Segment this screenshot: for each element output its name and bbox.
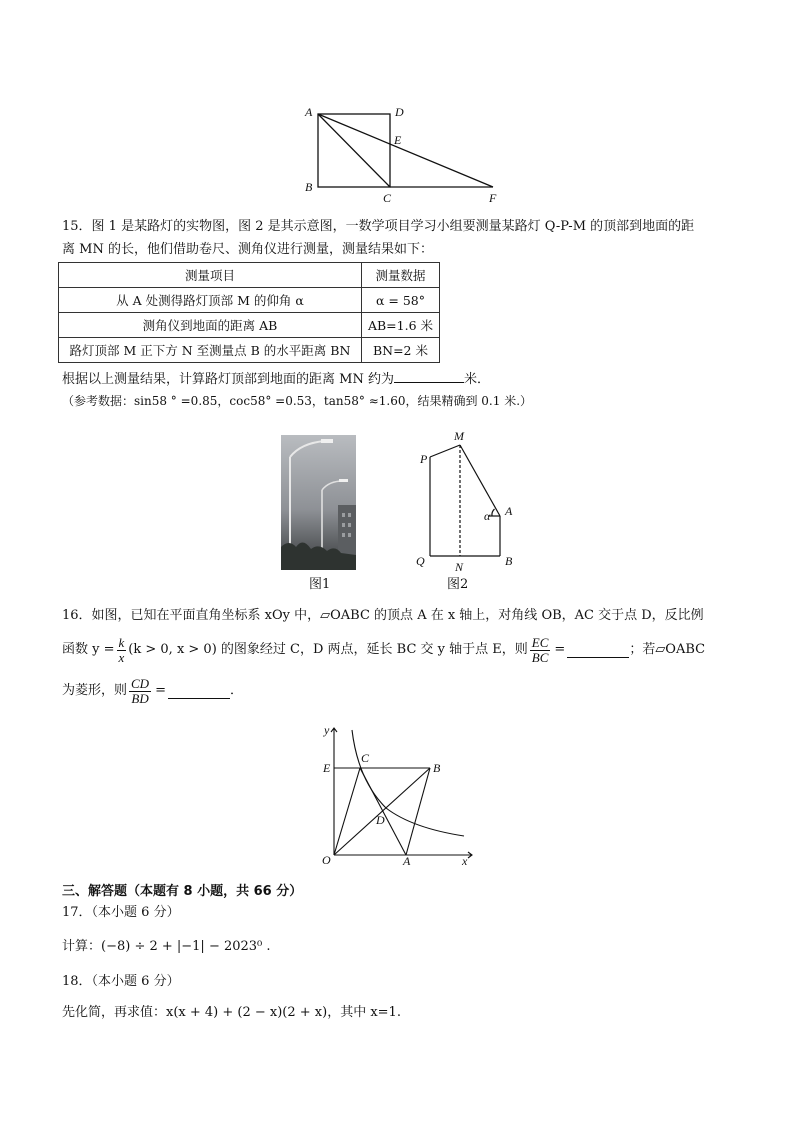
answer-blank[interactable] bbox=[394, 368, 464, 383]
fraction-k-over-x bbox=[117, 636, 127, 665]
q16-line2-mid: (k > 0, x > 0) 的图象经过 C，D 两点，延长 BC 交 y 轴于点 E，则 bbox=[128, 642, 528, 657]
frac-num: CD bbox=[131, 675, 150, 691]
q15-line1: 15．图 1 是某路灯的实物图，图 2 是其示意图，一数学项目学习小组要测量某路灯 Q-P-M 的顶部到地面的距 bbox=[62, 219, 695, 234]
fraction-ec-over-bc bbox=[530, 636, 551, 665]
table-header: 测量数据 bbox=[361, 263, 439, 288]
frac-num: k bbox=[118, 634, 125, 650]
fraction-cd-over-bd bbox=[129, 677, 151, 706]
sight-line-am bbox=[460, 445, 500, 516]
label-e: E bbox=[323, 761, 331, 775]
q17-heading: 17．（本小题 6 分） bbox=[62, 905, 180, 920]
square-figure bbox=[300, 100, 510, 205]
label-q: Q bbox=[416, 554, 425, 568]
table-header-row bbox=[59, 263, 440, 288]
diagonal-ac bbox=[360, 768, 406, 855]
q16-line2-post: ；若▱OABC bbox=[629, 642, 706, 657]
label-a: A bbox=[305, 105, 313, 119]
label-c: C bbox=[383, 191, 392, 205]
label-f: F bbox=[489, 191, 497, 205]
arm-pm bbox=[430, 445, 460, 457]
side-ab bbox=[406, 768, 430, 855]
q15-line2: 离 MN 的长，他们借助卷尺、测角仪进行测量，测量结果如下： bbox=[62, 242, 433, 257]
label-e: E bbox=[394, 133, 402, 147]
table-cell: 路灯顶部 M 正下方 N 至测量点 B 的水平距离 BN bbox=[59, 338, 362, 363]
fig1-caption: 图1 bbox=[309, 577, 331, 592]
table-cell: 从 A 处测得路灯顶部 M 的仰角 α bbox=[59, 288, 362, 313]
fig2-caption: 图2 bbox=[447, 577, 469, 592]
answer-blank-1[interactable] bbox=[567, 643, 629, 658]
q16-line3-pre: 为菱形，则 bbox=[62, 683, 128, 698]
frac-den: x bbox=[118, 649, 125, 665]
table-cell: BN=2 米 bbox=[361, 338, 439, 363]
label-b: B bbox=[505, 554, 513, 568]
answer-blank-2[interactable] bbox=[168, 684, 230, 699]
angle-arc bbox=[492, 509, 495, 516]
hyperbola-curve bbox=[352, 730, 464, 836]
label-n: N bbox=[455, 560, 464, 574]
segment-af bbox=[318, 114, 493, 187]
label-x: x bbox=[462, 854, 468, 865]
table-cell: AB=1.6 米 bbox=[361, 313, 439, 338]
table-row bbox=[59, 338, 440, 363]
label-p: P bbox=[420, 452, 428, 466]
side-oc bbox=[334, 768, 360, 855]
q16-line3: 为菱形，则 $\frac{CD}{BD}$ = ． bbox=[62, 675, 243, 706]
frac-den: BD bbox=[131, 690, 149, 706]
diagonal-ac bbox=[318, 114, 390, 187]
q15-line3-post: 米． bbox=[463, 372, 490, 387]
parallelogram-graph bbox=[312, 720, 482, 865]
label-a: A bbox=[403, 854, 411, 865]
label-b: B bbox=[433, 761, 441, 775]
q15-reference: （参考数据：sin58 ° =0.85，coc58° =0.53，tan58° ≈1.60，结果精确到 0.1 米.） bbox=[62, 394, 533, 408]
label-a: A bbox=[505, 504, 513, 518]
label-m: M bbox=[454, 429, 464, 443]
table-cell: α = 58° bbox=[361, 288, 439, 313]
q18-body: 先化简，再求值：x(x + 4) + (2 − x)(2 + x)，其中 x=1. bbox=[62, 1005, 401, 1020]
q15-line3 bbox=[62, 368, 490, 389]
table-row bbox=[59, 313, 440, 338]
label-y: y bbox=[324, 723, 330, 737]
q16-line1: 16．如图，已知在平面直角坐标系 xOy 中，▱OABC 的顶点 A 在 x 轴上，对角线 OB，AC 交于点 D，反比例 bbox=[62, 608, 704, 623]
table-cell: 测角仪到地面的距离 AB bbox=[59, 313, 362, 338]
q18-heading: 18．（本小题 6 分） bbox=[62, 974, 180, 989]
diagonal-ob bbox=[334, 768, 430, 855]
section-3-heading: 三、解答题（本题有 8 小题，共 66 分） bbox=[62, 884, 303, 899]
street-lamp-photo bbox=[281, 435, 356, 570]
label-d: D bbox=[395, 105, 404, 119]
q16-line2: 函数 y = $\frac{k}{x}$ (k > 0, x > 0) 的图象经过 C，D 两点，延长 BC 交 y 轴于点 E，则 $\frac{EC}{BC}$ = ；若▱OABC bbox=[62, 634, 706, 665]
table-row bbox=[59, 288, 440, 313]
label-c: C bbox=[361, 751, 370, 765]
table-header: 测量项目 bbox=[59, 263, 362, 288]
frac-den: BC bbox=[531, 649, 549, 665]
frac-num: EC bbox=[531, 634, 549, 650]
q16-line2-pre: 函数 y = bbox=[62, 642, 115, 657]
label-d: D bbox=[376, 813, 385, 827]
q17-body: 计算：(−8) ÷ 2 + |−1| − 2023⁰ . bbox=[62, 939, 271, 954]
lamp-schematic bbox=[412, 425, 522, 575]
label-alpha: α bbox=[484, 509, 491, 523]
q15-line3-pre: 根据以上测量结果，计算路灯顶部到地面的距离 MN 约为 bbox=[62, 372, 394, 387]
label-o: O bbox=[322, 853, 331, 865]
measurement-table bbox=[58, 262, 440, 363]
label-b: B bbox=[305, 180, 313, 194]
